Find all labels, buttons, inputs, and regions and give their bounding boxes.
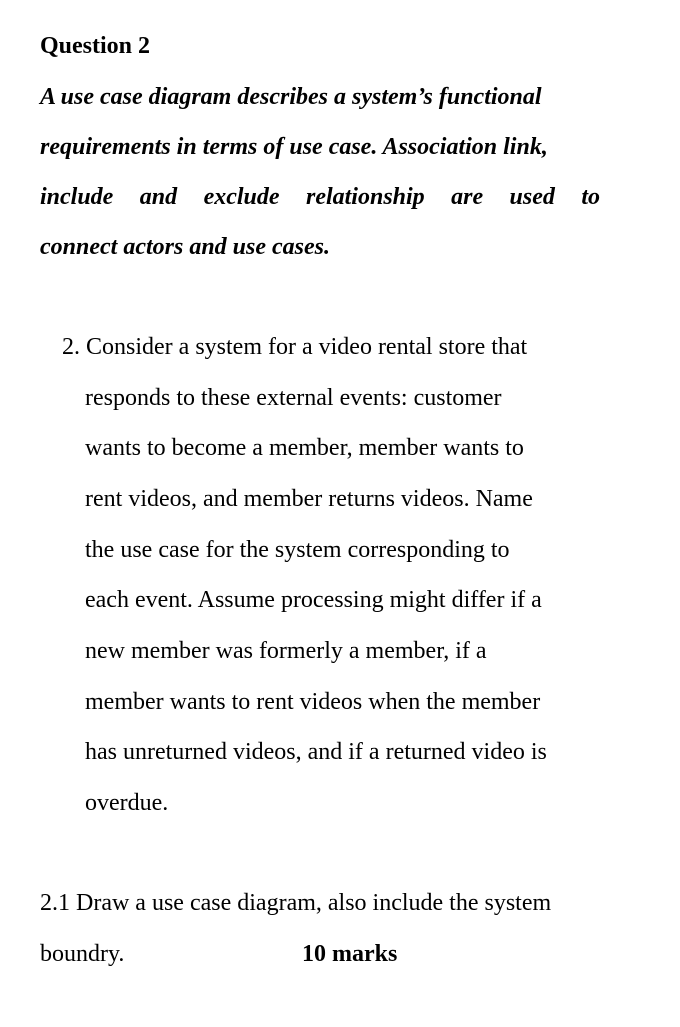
question-item-line-8: member wants to rent videos when the member bbox=[85, 689, 541, 715]
intro-line-1: A use case diagram describes a system’s functional bbox=[40, 84, 542, 110]
question-item-line-5: the use case for the system corresponding to bbox=[85, 537, 510, 563]
intro-line-3: include and exclude relationship are used to bbox=[40, 184, 600, 210]
question-heading: Question 2 bbox=[40, 33, 151, 59]
question-item-line-10: overdue. bbox=[85, 790, 169, 816]
intro-line-2: requirements in terms of use case. Association link, bbox=[40, 134, 548, 160]
question-item-line-4: rent videos, and member returns videos. Name bbox=[85, 486, 533, 512]
subtask-line-2: boundry. bbox=[40, 941, 125, 967]
question-item-line-7: new member was formerly a member, if a bbox=[85, 638, 487, 664]
question-item-line-1: 2. Consider a system for a video rental store that bbox=[62, 334, 528, 360]
question-item-line-9: has unreturned videos, and if a returned video is bbox=[85, 739, 547, 765]
intro-line-4: connect actors and use cases. bbox=[40, 234, 330, 260]
subtask-line-1: 2.1 Draw a use case diagram, also include the system bbox=[40, 890, 552, 916]
question-item-line-2: responds to these external events: customer bbox=[85, 385, 502, 411]
question-item-line-3: wants to become a member, member wants to bbox=[85, 435, 524, 461]
marks-label: 10 marks bbox=[302, 941, 398, 967]
question-item-line-6: each event. Assume processing might differ if a bbox=[85, 587, 542, 613]
